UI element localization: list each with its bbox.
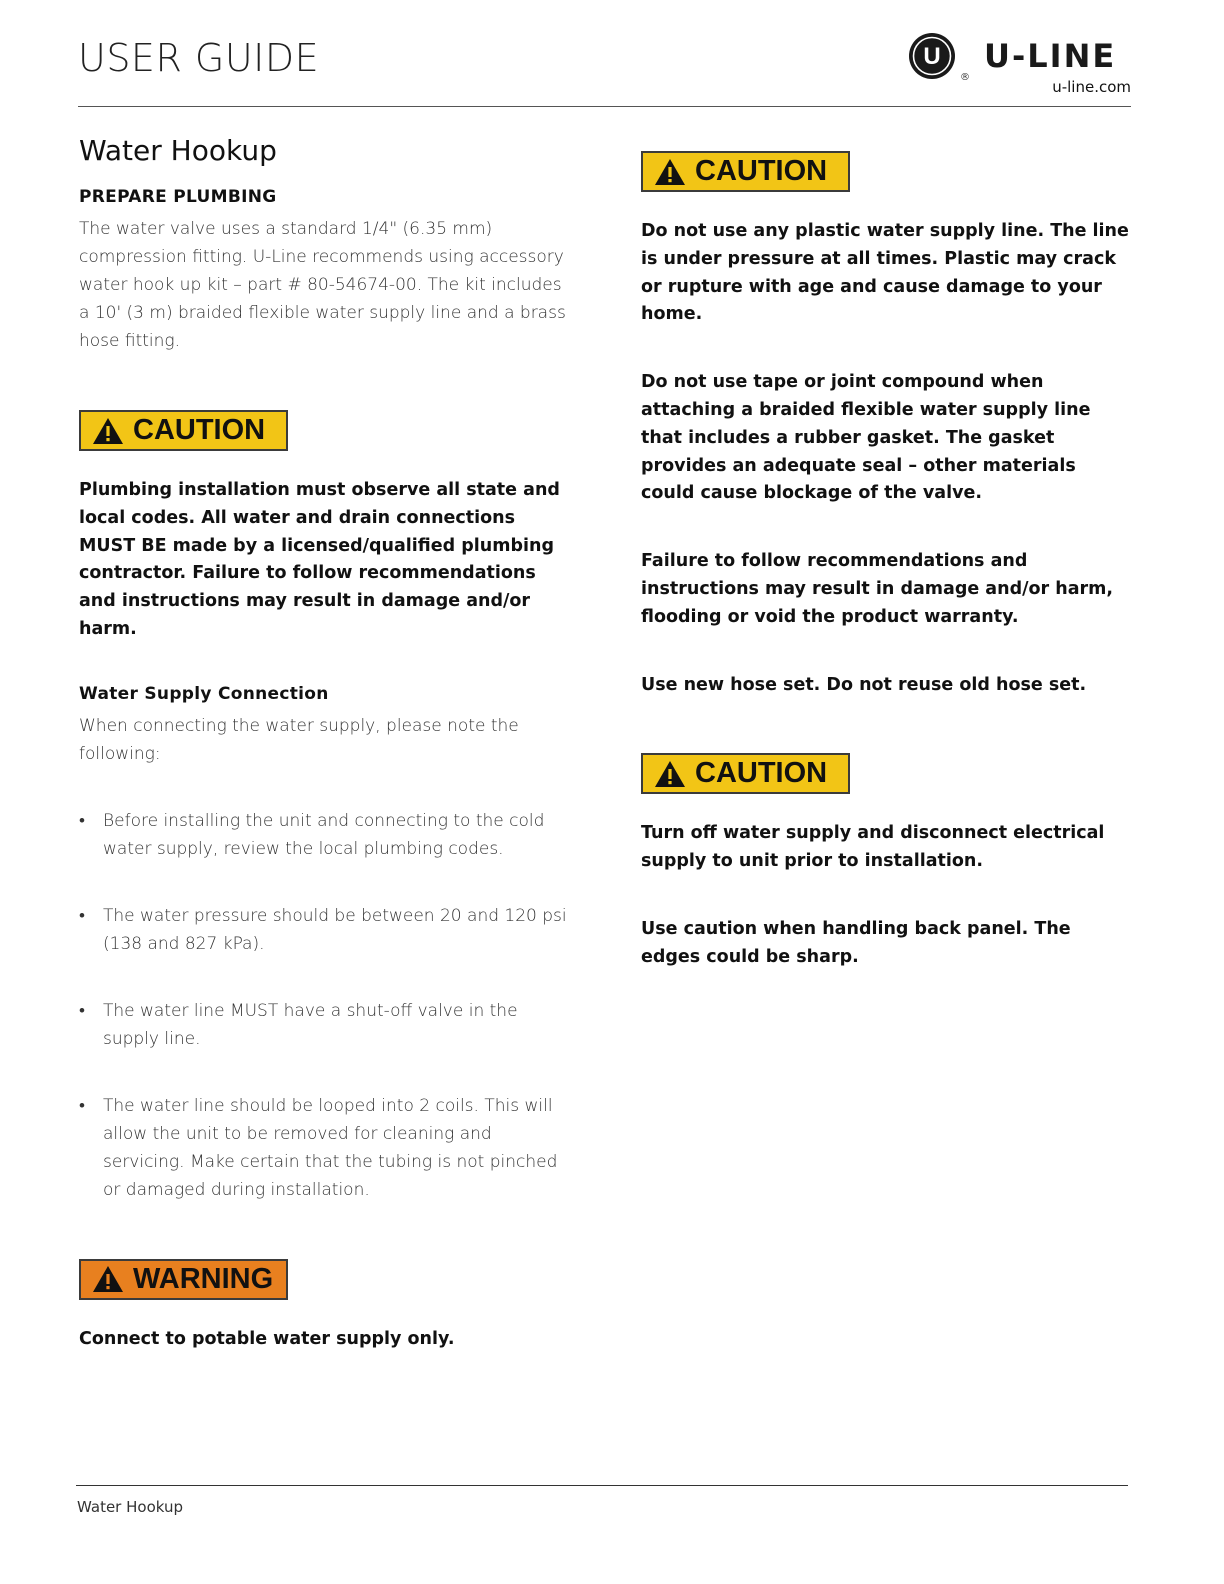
brand-name: U-LINE — [984, 37, 1117, 75]
footer-label: Water Hookup — [77, 1498, 183, 1516]
svg-text:®: ® — [960, 72, 970, 83]
caution-text: Plumbing installation must observe all state and local codes. All water and drain connections MUST BE made by a licensed/qualified plumbing contractor. Failure to follow recommendations and instructions may result in damage and/or harm. — [79, 480, 560, 639]
warning-triangle-icon — [654, 760, 686, 788]
u-line-logo-icon — [906, 30, 1136, 84]
caution-paragraph: Use new hose set. Do not reuse old hose set. — [641, 674, 1087, 695]
warning-triangle-icon — [92, 417, 124, 445]
water-supply-bullets — [79, 807, 569, 1204]
warning-label: WARNING — [133, 1262, 274, 1295]
svg-text:U: U — [923, 43, 941, 70]
left-column — [79, 134, 569, 1354]
water-supply-heading: Water Supply Connection — [79, 683, 329, 704]
caution-label: CAUTION — [695, 155, 828, 187]
warning-text: Connect to potable water supply only. — [79, 1328, 455, 1349]
list-item: • The water line MUST have a shut-off valve in the supply line. — [79, 997, 569, 1053]
prepare-plumbing-heading: PREPARE PLUMBING — [79, 187, 277, 207]
caution-badge — [79, 410, 288, 451]
warning-triangle-icon — [654, 158, 686, 186]
caution-paragraph: Do not use any plastic water supply line. The line is under pressure at all times. Plastic may crack or rupture with age and cause damage to your home. — [641, 221, 1129, 325]
section-title: Water Hookup — [79, 134, 277, 167]
caution-paragraph: Do not use tape or joint compound when attaching a braided flexible water supply line that includes a rubber gasket. The gasket provides an adequate seal – other materials could cause blockage of the valve. — [641, 372, 1091, 504]
header-divider — [78, 106, 1131, 107]
footer-divider — [76, 1485, 1128, 1486]
caution-badge — [641, 151, 850, 192]
site-url[interactable]: u-line.com — [1052, 78, 1131, 96]
warning-triangle-icon — [92, 1265, 124, 1293]
caution-paragraph: Turn off water supply and disconnect electrical supply to unit prior to installation. — [641, 823, 1105, 872]
page-header-title: USER GUIDE — [78, 36, 320, 80]
caution-paragraph: Failure to follow recommendations and instructions may result in damage and/or harm, flooding or void the product warranty. — [641, 551, 1114, 627]
caution-paragraph: Use caution when handling back panel. The edges could be sharp. — [641, 918, 1071, 967]
list-item: • The water pressure should be between 20 and 120 psi (138 and 827 kPa). — [79, 902, 569, 958]
caution-label: CAUTION — [133, 414, 266, 446]
prepare-plumbing-text: The water valve uses a standard 1/4" (6.35 mm) compression fitting. U-Line recommends using accessory water hook up kit – part # 80-54674-00. The kit includes a 10' (3 m) braided flexible water supply line and a brass hose fitting. — [79, 219, 566, 351]
caution-label: CAUTION — [695, 757, 828, 790]
caution-badge — [641, 753, 850, 794]
list-item: • The water line should be looped into 2 coils. This will allow the unit to be removed for cleaning and servicing. Make certain that the tubing is not pinched or damaged during installation. — [79, 1092, 569, 1204]
list-item: • Before installing the unit and connecting to the cold water supply, review the local plumbing codes. — [79, 807, 569, 863]
right-column — [641, 151, 1131, 972]
water-supply-intro: When connecting the water supply, please note the following: — [79, 715, 519, 764]
warning-badge — [79, 1259, 288, 1300]
